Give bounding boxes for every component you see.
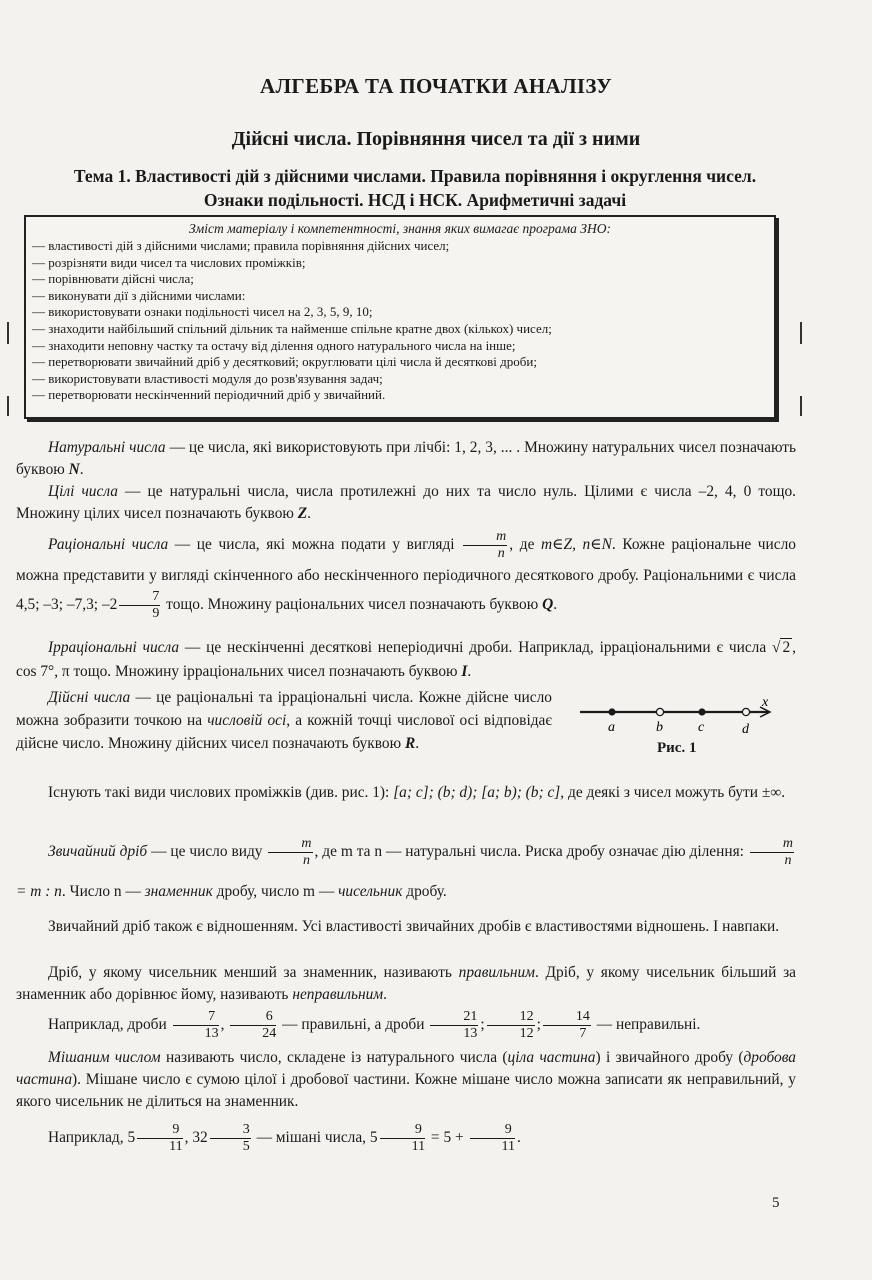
curriculum-item: — знаходити неповну частку та остачу від ділення одного натурального числа на інше; [32,337,516,353]
paragraph-intervals [16,780,796,806]
numerator: 12 [487,1010,535,1026]
denominator: 24 [262,1025,277,1041]
text: . [307,505,312,522]
set-letter: N [68,461,80,478]
section-heading: Дійсні числа. Порівняння чисел та дії з ними [231,128,641,150]
denominator: n [302,852,310,868]
term-numerator: чисельник [338,883,403,900]
text: . Кожне раціональне число можна представити у вигляді скінченного або нескінченного періодичного десяткового дробу. Раціональними є числа 4,5; –3; –7,3; [16,536,796,614]
denominator: 11 [501,1138,516,1154]
text: . [467,663,472,680]
term-denominator: знаменник [144,883,213,900]
paragraph-irrational [16,636,796,684]
point-label-a: a [608,720,615,735]
paragraph-proper [16,962,796,1006]
point-d [742,708,749,715]
text: Звичайний дріб також є відношенням. Усі властивості звичайних дробів є властивостями відношень. І навпаки. [48,918,780,935]
paragraph-ratio [16,916,796,938]
curriculum-item: — виконувати дії з дійсними числами: [32,287,246,303]
text: . [383,986,387,1003]
fraction [230,1010,276,1041]
term-irrational: Ірраціональні числа [48,639,180,656]
mixed-whole: 5 [369,1129,378,1146]
text: — правильні, а дроби [278,1016,429,1033]
point-b [656,708,663,715]
term-proper: правильним [458,964,535,981]
fraction [430,1010,478,1041]
text: — мішані числа, [252,1129,370,1146]
numerator: 9 [137,1123,182,1139]
curriculum-item: — використовувати ознаки подільності чисел на 2, 3, 5, 9, 10; [32,304,373,320]
numerator: m [463,530,507,546]
set-letter: Z [297,505,308,522]
text: Наприклад, [48,1129,128,1146]
topic-heading [20,164,810,212]
main-heading: АЛГЕБРА ТА ПОЧАТКИ АНАЛІЗУ [260,74,612,98]
fraction [137,1123,182,1154]
text: Дріб, у якому чисельник менший за знаменник, називають [48,964,459,981]
paragraph-example-1: Наприклад, дроби $\frac{7}{13}$ , $\frac{6}{24}$ — правильні, а дроби $\frac{21}{13}$ ; $\frac{12}{12}$ ; $\frac{14}{7}$ — неправильні. [48,1008,701,1041]
text: , cos 7°, π тощо. Множину ірраціональних чисел позначають буквою [16,639,796,680]
denominator: 13 [204,1025,219,1041]
denominator: 13 [463,1025,478,1041]
term-integer: Цілі числа [48,483,118,500]
numerator: 6 [230,1010,276,1026]
text: — це числа, які використовують при лічбі: 1, 2, 3, ... . Множину натуральних чисел позначають буквою [16,439,796,478]
page-number: 5 [772,1195,780,1211]
denominator: 5 [242,1138,250,1154]
text: — це раціональні та ірраціональні числа. Кожне дійсне число можна зобразити точкою на [16,689,552,729]
paragraph-mixed [16,1047,796,1113]
text: — це натуральні числа, числа протилежні до них та число нуль. Цілими є числа –2, 4, 0 тощо. Множину цілих чисел позначають буквою [16,483,796,522]
paragraph-integer [16,481,796,525]
fraction-m-n [750,837,794,868]
text: , а кожній точці числової осі відповідає дійсне число. Множину дійсних чисел позначають буквою [16,712,552,752]
text: Існують такі види числових проміжків (див. рис. 1): [48,784,394,801]
fraction [543,1010,591,1041]
text: . [79,461,84,478]
curriculum-item: — перетворювати нескінченний періодичний дріб у звичайний. [32,387,386,403]
denominator: 11 [169,1138,183,1154]
paragraph-example-2: Наприклад, 5 $\frac{9}{11}$ , 32 $\frac{3}{5}$ — мішані числа, 5 $\frac{9}{11}$ = 5 + $\frac{9}{11}$ . [48,1121,521,1154]
text: . [415,735,420,752]
numerator: 9 [380,1123,425,1139]
set-letter: Q [542,596,554,614]
point-a [608,708,615,715]
denominator: n [497,546,505,561]
fraction [470,1123,515,1154]
numerator: 7 [173,1010,219,1026]
point-c [698,708,705,715]
text: тощо. Множину раціональних чисел позначають буквою [162,596,543,614]
curriculum-box-title: Зміст матеріалу і компетентності, знання яких вимагає програма ЗНО: [189,221,611,236]
denominator: 7 [579,1025,587,1041]
fraction-m-n [268,837,312,868]
mixed-whole: 32 [192,1129,208,1146]
text: . Число n — [61,883,145,900]
curriculum-item: — перетворювати звичайний дріб у десятковий; округлювати цілі числа й десяткові дроби; [32,354,537,370]
condition: m∈Z, n∈N [541,536,612,554]
term-real: Дійсні числа [48,689,131,706]
curriculum-item: — використовувати властивості модуля до розв'язування задач; [32,370,383,386]
text: дробу. [402,883,447,900]
denominator: 11 [411,1138,426,1154]
sqrt-value: 2 [782,639,791,656]
text: Наприклад, дроби [48,1016,171,1033]
axis-label: x [762,695,769,710]
curriculum-item: — порівнювати дійсні числа; [32,271,194,287]
equation: = m : n [16,883,62,900]
text: — це число виду [147,843,267,860]
point-label-b: b [656,720,663,735]
numerator: 3 [210,1123,251,1139]
margin-mark-left [7,322,9,344]
numerator: m [750,837,794,853]
numerator: m [268,837,312,853]
margin-mark-right [800,322,802,344]
term-improper: неправильним [292,986,384,1003]
axis-term: числовій осі [207,712,287,729]
topic-line-1: Тема 1. Властивості дій з дійсними числами. Правила порівняння і округлення чисел. [73,166,757,186]
curriculum-item: — знаходити найбільший спільний дільник та найменше спільне кратне двох (кількох) чисел; [32,320,552,336]
text: , де [509,536,542,554]
numerator: 7 [119,590,160,606]
paragraph-rational [16,530,796,621]
point-label-d: d [742,722,749,737]
text: ) і звичайного дробу ( [595,1049,744,1066]
term-fraction: Звичайний дріб [48,843,148,860]
mixed-whole: 5 [127,1129,136,1146]
text: ). Мішане число є сумою цілої і дробової частини. Кожне мішане число можна записати як неправильний, у якого чисельник не ділиться на знаменник. [16,1071,796,1110]
fraction [380,1123,425,1154]
paragraph-natural [16,437,796,481]
curriculum-list [32,238,774,404]
fraction-7-9 [119,590,160,621]
term-whole: ціла частина [507,1049,596,1066]
numerator: 14 [543,1010,591,1026]
set-letter: I [461,663,468,680]
numerator: 21 [430,1010,478,1026]
paragraph-fraction [16,832,796,912]
figure-caption: Рис. 1 [657,740,697,756]
intervals: [a; c]; (b; d); [a; b); (b; c] [393,784,561,801]
term-fractional: дробова частина [16,1049,796,1088]
text: — це числа, які можна подати у вигляді [168,536,462,554]
denominator: 12 [519,1025,534,1041]
sqrt-sign: √ [771,639,781,656]
text: . [517,1129,521,1146]
margin-mark-left [7,396,9,416]
text: — неправильні. [592,1016,701,1033]
fraction [487,1010,535,1041]
text: — це нескінченні десяткові неперіодичні дроби. Наприклад, ірраціональними є числа [179,639,772,656]
point-label-c: c [698,720,705,735]
text: . [553,596,558,614]
text: . Дріб, у якому чисельник більший за знаменник або дорівнює йому, називають [16,964,796,1003]
term-rational: Раціональні числа [48,536,169,554]
term-natural: Натуральні числа [48,439,166,456]
text: , де деякі з чисел можуть бути ±∞. [560,784,786,801]
topic-line-2: Ознаки подільності. НСД і НСК. Арифметичні задачі [203,190,627,210]
paragraph-real [16,686,552,755]
curriculum-item: — розрізняти види чисел та числових проміжків; [32,254,306,270]
set-letter: R [404,735,416,752]
mixed-whole: –2 [101,596,118,614]
denominator: 9 [152,606,160,621]
margin-mark-right [800,396,802,416]
term-mixed: Мішаним числом [48,1049,161,1066]
equation: = 5 + [427,1129,468,1146]
text: дробу, число m — [212,883,339,900]
text: , де m та n — натуральні числа. Риска дробу означає дію ділення: [314,843,748,860]
denominator: n [784,852,792,868]
fraction [173,1010,219,1041]
fraction-m-n [463,530,507,561]
curriculum-box [24,215,776,419]
curriculum-item: — властивості дій з дійсними числами; правила порівняння дійсних чисел; [32,238,450,253]
text: називають число, складене із натурального числа ( [160,1049,508,1066]
fraction [210,1123,251,1154]
numerator: 9 [470,1123,515,1139]
